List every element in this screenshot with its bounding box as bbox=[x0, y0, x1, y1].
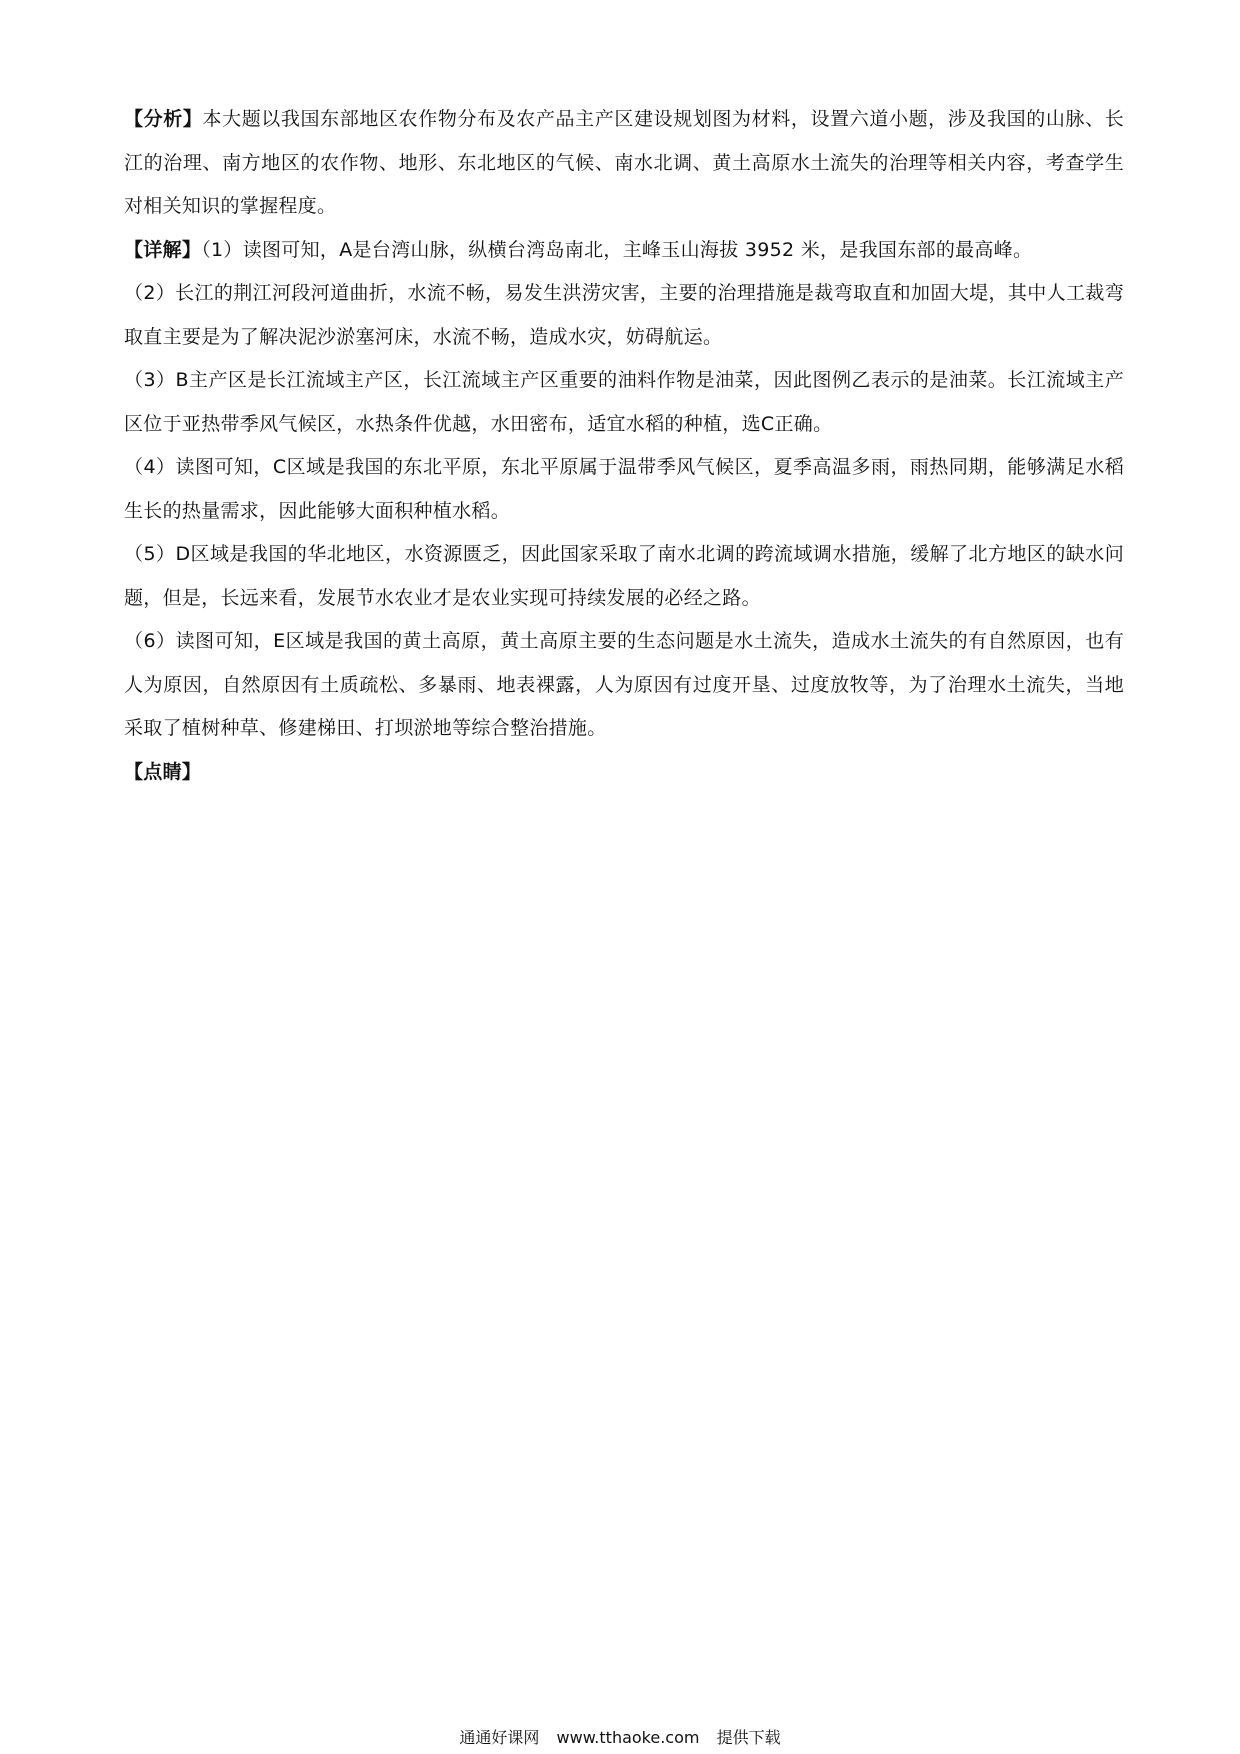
dianjing-paragraph bbox=[124, 751, 1124, 795]
footer-url[interactable]: www.tthaoke.com bbox=[556, 1728, 700, 1747]
footer-suffix: 提供下载 bbox=[716, 1728, 781, 1747]
details-item-5: （5）D区域是我国的华北地区，水资源匮乏，因此国家采取了南水北调的跨流域调水措施，缓解了北方地区的缺水问题，但是，长远来看，发展节水农业才是农业实现可持续发展的必经之路。 bbox=[124, 543, 1124, 609]
footer-site-name: 通通好课网 bbox=[459, 1728, 540, 1747]
details-item-6: （6）读图可知，E区域是我国的黄土高原，黄土高原主要的生态问题是水土流失，造成水土流失的有自然原因，也有人为原因，自然原因有土质疏松、多暴雨、地表裸露，人为原因有过度开垦、过度放牧等，为了治理水土流失，当地采取了植树种草、修建梯田、打坝淤地等综合整治措施。 bbox=[124, 630, 1124, 739]
document-body bbox=[124, 98, 1124, 794]
dianjing-heading: 【点睛】 bbox=[124, 760, 202, 783]
page-footer bbox=[0, 1728, 1240, 1748]
analysis-text: 本大题以我国东部地区农作物分布及农产品主产区建设规划图为材料，设置六道小题，涉及我国的山脉、长江的治理、南方地区的农作物、地形、东北地区的气候、南水北调、黄土高原水土流失的治理等相关内容，考查学生对相关知识的掌握程度。 bbox=[124, 108, 1125, 217]
details-paragraph bbox=[124, 229, 1124, 273]
analysis-heading: 【分析】 bbox=[124, 108, 203, 130]
details-item-4: （4）读图可知，C区域是我国的东北平原，东北平原属于温带季风气候区，夏季高温多雨，雨热同期，能够满足水稻生长的热量需求，因此能够大面积种植水稻。 bbox=[124, 456, 1124, 522]
details-heading: 【详解】 bbox=[124, 238, 202, 261]
details-item-3: （3）B主产区是长江流域主产区，长江流域主产区重要的油料作物是油菜，因此图例乙表示的是油菜。长江流域主产区位于亚热带季风气候区，水热条件优越，水田密布，适宜水稻的种植，选C正确。 bbox=[124, 369, 1124, 435]
analysis-paragraph bbox=[124, 98, 1124, 229]
details-item-1: （1）读图可知，A是台湾山脉，纵横台湾岛南北，主峰玉山海拔 3952 米，是我国东部的最高峰。 bbox=[201, 238, 1033, 261]
details-item-2: （2）长江的荆江河段河道曲折，水流不畅，易发生洪涝灾害，主要的治理措施是裁弯取直和加固大堤，其中人工裁弯取直主要是为了解决泥沙淤塞河床，水流不畅，造成水灾，妨碍航运。 bbox=[124, 282, 1124, 348]
